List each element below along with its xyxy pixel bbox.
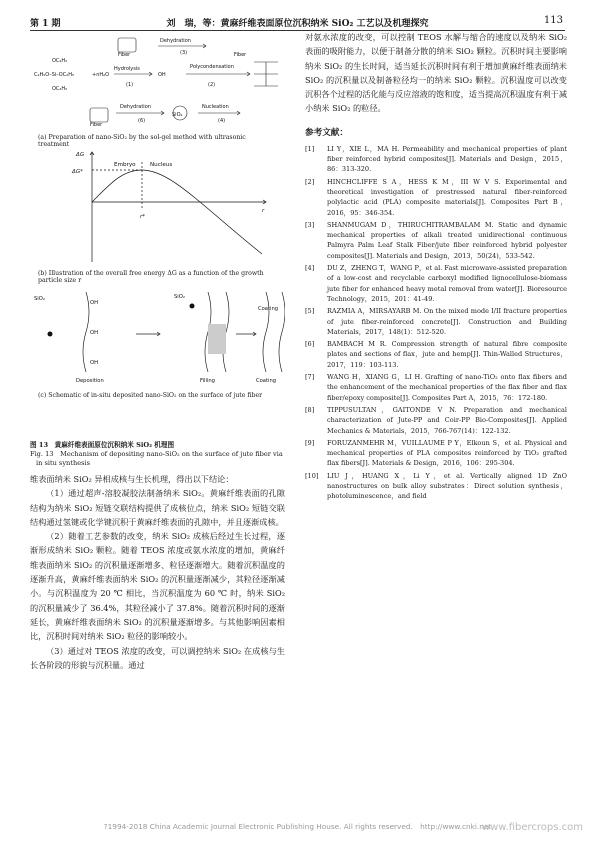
siloxane-network — [254, 62, 278, 86]
reference-list — [305, 144, 567, 502]
reference-item: [10] LIU J，HUANG X，Li Y，et al. Vertically aligned 1D ZnO nanostructures on bulk alloy substrates：Direct solution synthesis，photoluminescence，and field — [305, 471, 567, 501]
sio2-label-filling: SiO₂ — [174, 294, 185, 300]
reference-item: [7] WANG H，XIANG G，LI H. Grafting of nano-TiO₂ onto flax fibers and the enhancement of the mechanical properties of the flax fiber and flax fiber/epoxy composite[J]. Composites Part A，2015，76：172-180. — [305, 373, 567, 402]
nucleus-label: Nucleus — [150, 162, 173, 168]
page-number: 113 — [543, 15, 563, 26]
figure-caption — [30, 441, 285, 468]
step-6-label: (6) — [138, 118, 146, 124]
fiber-wall-coating — [263, 292, 269, 372]
running-title: 刘 瑞，等：黄麻纤维表面原位沉积纳米 SiO₂ 工艺以及机理探究 — [166, 19, 429, 29]
r-axis-label: r — [262, 208, 265, 214]
step-1-label: (1) — [126, 82, 134, 88]
references-heading: 参考文献： — [305, 127, 348, 138]
dehydration-bottom-label: Dehydration — [120, 104, 151, 110]
figure-caption-cn: 图 13 黄麻纤维表面原位沉积纳米 SiO₂ 机理图 — [30, 441, 175, 449]
teos-top-group: OC₂H₅ — [52, 58, 68, 64]
step-4-label: (4) — [218, 118, 226, 124]
fiber-oh-middle: OH — [90, 330, 98, 336]
step-3-label: (3) — [180, 50, 188, 56]
delta-g-label: ΔG — [76, 152, 85, 158]
polycondensation-label: Polycondensation — [190, 64, 234, 70]
reference-item: [2] HINCHCLIFFE S A，HESS K M，III W V S. Experimental and theoretical investigation of prestressed natural fiber-reinforced polylactic acid (PLA) composite materials[J]. Composites Part B，2016，95：346-354. — [305, 177, 567, 217]
left-column — [30, 34, 285, 670]
water-term: +nH₂O — [92, 72, 110, 78]
reference-item: [5] RAZMIA A，MIRSAYARB M. On the mixed mode I/II fracture properties of jute fiber-reinforced concrete[J]. Construction and Building Materials，2017，148(1)：512-520. — [305, 307, 567, 336]
deposition-label: Deposition — [76, 378, 104, 384]
teos-formula: C₂H₅O–Si–OC₂H₅ — [34, 72, 74, 78]
conclusion-text — [30, 472, 285, 672]
fiber-label-top-right: Fiber — [234, 52, 247, 58]
fiber-label-top: Fiber — [118, 52, 131, 58]
g-star-label: ΔG* — [72, 169, 83, 175]
nucleation-label: Nucleation — [202, 104, 229, 110]
sio2-dot-deposition — [48, 332, 53, 337]
fiber-oh-bottom: OH — [90, 360, 98, 366]
reference-item: [3] SHANMUGAM D，THIRUCHITRAMBALAM M. Static and dynamic mechanical properties of alkali treated unidirectional continuous Palmyra Palm Leaf Stalk Fiber/jute fiber reinforced hybrid polyester composites[J]. Materials and Design，2013，50(24)，533-542. — [305, 220, 567, 260]
figure-caption-en: Fig. 13 Mechanism of depositing nano-SiO₂ on the surface of jute fiber via in situ synthesis — [30, 450, 283, 467]
reference-item: [8] TIPPUSULTAN，GAITONDE V N. Preparation and mechanical characterization of Jute-PP and Coir-PP Bio-Composites[J]. Applied Mechanics & Materials，2015，766-767(14)：122-132. — [305, 405, 567, 435]
silanol-oh: OH — [158, 72, 166, 78]
figure-13 — [30, 34, 285, 414]
reference-item: [1] LI Y，XIE L，MA H. Permeability and mechanical properties of plant fiber reinforced hybrid composites[J]. Materials and Design，2015，86：313-320. — [305, 144, 567, 174]
coating-label-side: Coating — [258, 306, 279, 312]
step-2-label: (2) — [208, 82, 216, 88]
issue-number: 第 1 期 — [30, 19, 61, 29]
sio2-dot-filling-top — [190, 304, 195, 309]
conclusion-continued: 对氨水浓度的改变，可以控制 TEOS 水解与缩合的速度以及纳米 SiO₂ 表面的吸附能力，以便于制备分散的纳米 SiO₂ 颗粒。沉积时间主要影响纳米 SiO₂ 的生长时间，适当延长沉积时间有利于增加黄麻纤维表面纳米 SiO₂ 的沉积量以及制备粒径均一的纳米 SiO₂ 颗粒。沉积温度可以改变沉积各个过程的活化能与反应溶液的饱和度，适当提高沉积温度有利于减小纳米 SiO₂ 的粒径。 — [305, 32, 568, 114]
watermark: www.fibercrops.com — [481, 822, 583, 833]
right-column — [305, 30, 567, 504]
reference-item: [6] BAMBACH M R. Compression strength of natural fibre composite plates and sections of flax，jute and hemp[J]. Thin-Walled Structures，2017，119：103-113. — [305, 340, 567, 369]
reference-item: [9] FORUZANMEHR M，VUILLAUME P Y，Elkoun S，et al. Physical and mechanical properties of PLA composites reinforced by TiO₂ grafted flax fibers[J]. Materials & Design，2016，106：295-304. — [305, 438, 567, 468]
conclusion-point-2: （2）随着工艺参数的改变，纳米 SiO₂ 成核后经过生长过程，逐渐形成纳米 SiO₂ 颗粒。随着 TEOS 浓度或氨水浓度的增加，黄麻纤维表面纳米 SiO₂ 的沉积量逐渐增多、粒径逐渐增大。随着沉积温度的逐渐升高，黄麻纤维表面纳米 SiO₂ 的沉积量逐渐减少，其粒径逐渐减小。与沉积温度为 20 ℃ 相比，当沉积温度为 60 ℃ 时，纳米 SiO₂ 的沉积量减少了 36.4%，其粒径减小了 37.8%。随着沉积时间的逐渐延长，黄麻纤维表面纳米 SiO₂ 的沉积量逐渐增多。与其他影响因素相比，沉积时间对纳米 SiO₂ 粒径的影响较小。 — [30, 531, 285, 642]
copyright-footer: ?1994-2018 China Academic Journal Electronic Publishing House. All rights reserved. http://www.cnki.net — [103, 822, 492, 831]
conclusion-intro: 维表面纳米 SiO₂ 异相成核与生长机理，得出以下结论： — [30, 474, 234, 484]
conclusion-point-3: （3）通过对 TEOS 浓度的改变，可以调控纳米 SiO₂ 在成核与生长各阶段的形貌与沉积量。通过 — [30, 645, 285, 670]
teos-bottom-group: OC₂H₅ — [52, 86, 68, 92]
fiber-wall-coating-right — [279, 292, 285, 372]
dehydration-top-label: Dehydration — [160, 38, 191, 44]
caption-b: (b) Illustration of the overall free energy ΔG as a function of the growth particle size r — [38, 270, 264, 285]
sio2-particle-label: SiO₂ — [172, 112, 183, 118]
figure-13-drawing — [30, 34, 285, 414]
caption-c: (c) Schematic of in-situ deposited nano-SiO₂ on the surface of jute fiber — [38, 392, 263, 399]
r-star-label: r* — [140, 214, 146, 220]
caption-a: (a) Preparation of nano-SiO₂ by the sol-gel method with ultrasonic treatment — [38, 134, 246, 149]
filling-label: Filling — [200, 378, 215, 384]
sio2-label-deposition: SiO₂ — [34, 296, 45, 302]
fiber-wall-deposition — [83, 292, 89, 372]
fiber-block-bottom — [90, 108, 108, 122]
running-header — [30, 14, 565, 31]
coating-label-bottom: Coating — [256, 378, 277, 384]
filled-pore — [208, 324, 226, 354]
conclusion-point-1: （1）通过超声-溶胶凝胶法制备纳米 SiO₂。黄麻纤维表面的孔隙结构为纳米 SiO₂ 短链交联结构提供了成核位点，纳米 SiO₂ 短链交联结构通过氢键或化学键沉积于黄麻纤维表面的孔隙中，并且逐渐成核。 — [30, 488, 285, 527]
reference-item: [4] DU Z，ZHENG T，WANG P，et al. Fast microwave-assisted preparation of a low-cost and recyclable carboxyl modified lignocellulose-biomass jute fiber for enhanced heavy metal removal from water[J]. Bioresource Technology，2015，201：41-49. — [305, 264, 567, 303]
hydrolysis-label: Hydrolysis — [114, 66, 140, 72]
free-energy-curve — [92, 170, 262, 254]
fiber-block-top — [118, 38, 136, 52]
fiber-label-bottom: Fiber — [90, 122, 103, 128]
embryo-label: Embryo — [114, 162, 136, 168]
fiber-oh-top: OH — [90, 300, 98, 306]
